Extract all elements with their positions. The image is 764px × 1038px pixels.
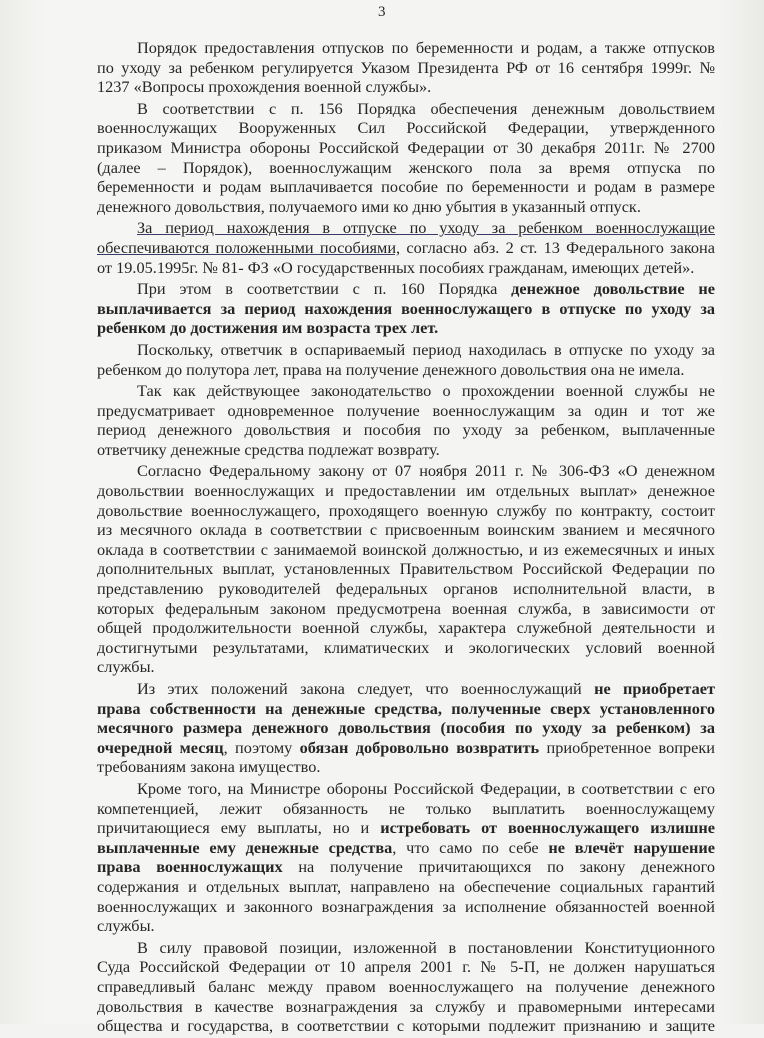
paragraph — [97, 779, 715, 936]
text-line — [97, 738, 715, 758]
text-line — [97, 877, 715, 897]
text-segment: Суда Российской Федерации от 10 апреля 2001 г. № 5-П, не должен нарушаться — [97, 957, 715, 977]
text-segment: 1237 «Вопросы прохождения военной службы». — [97, 77, 432, 97]
text-line — [97, 559, 715, 579]
text-segment: дополнительных выплат, установленных Правительством Российской Федерации по — [97, 559, 715, 579]
text-line — [97, 258, 715, 278]
text-segment: В силу правовой позиции, изложенной в постановлении Конституционного — [137, 937, 715, 957]
paragraph — [97, 461, 715, 677]
text-segment: службы. — [97, 916, 155, 936]
text-line — [97, 779, 715, 799]
text-line — [97, 158, 715, 178]
text-line — [97, 77, 715, 97]
text-line — [97, 318, 715, 338]
bold-text: не влечёт нарушение — [548, 837, 715, 857]
text-line — [97, 838, 715, 858]
bold-text: денежное довольствие не — [511, 279, 715, 299]
text-line — [97, 579, 715, 599]
text-line — [97, 58, 715, 78]
text-segment: общей продолжительности военной службы, характера служебной деятельности и — [97, 618, 715, 638]
text-segment: довольствии военнослужащих и предоставлении им отдельных выплат» денежное — [97, 481, 715, 501]
text-line — [97, 420, 715, 440]
bold-text: выплачивается за период нахождения военнослужащего в отпуске по уходу за — [97, 298, 715, 318]
bold-text: выплаченные ему денежные средства — [97, 837, 393, 857]
text-line — [97, 401, 715, 421]
text-line — [97, 238, 715, 258]
text-line — [97, 599, 715, 619]
text-segment: оклада в соответствии с занимаемой воинской должностью, и из ежемесячных и иных — [97, 539, 715, 559]
paragraph — [97, 38, 715, 97]
text-segment: довольствие военнослужащего, проходящего военную службу по контракту, состоит — [97, 500, 715, 520]
text-segment: предусматривает одновременное получение военнослужащим за один и тот же — [97, 400, 715, 420]
text-line — [97, 997, 715, 1017]
text-line — [97, 718, 715, 738]
text-line — [97, 99, 715, 119]
text-segment: (далее – Порядок), военнослужащим женского пола за время отпуска по — [97, 157, 715, 177]
text-segment: службы. — [97, 657, 155, 677]
text-line — [97, 540, 715, 560]
text-segment: ребенком до полутора лет, права на получение денежного довольствия она не имела. — [97, 359, 685, 379]
text-line — [97, 818, 715, 838]
text-line — [97, 938, 715, 958]
bold-text: очередной месяц — [97, 737, 224, 757]
text-segment: согласно абз. 2 ст. 13 Федерального закона — [400, 237, 715, 257]
text-line — [97, 501, 715, 521]
text-segment: Кроме того, на Министре обороны Российской Федерации, в соответствии с его — [137, 778, 715, 798]
text-line — [97, 638, 715, 658]
text-segment: Из этих положений закона следует, что военнослужащий — [137, 679, 595, 698]
text-segment: период денежного довольствия и пособия по уходу за ребенком, выплаченные — [97, 420, 715, 440]
text-line — [97, 977, 715, 997]
text-segment: Поскольку, ответчик в оспариваемый период находилась в отпуске по уходу за — [137, 339, 715, 359]
text-line — [97, 299, 715, 319]
text-segment: от 19.05.1995г. № 81- ФЗ «О государственных пособиях гражданам, имеющих детей». — [97, 257, 695, 277]
text-segment: общества и государства, в соответствии с которыми подлежит признанию и защите — [97, 1016, 715, 1036]
text-segment: на получение причитающихся по закону денежного — [282, 857, 715, 877]
text-segment: ответчику денежные средства подлежат возврату. — [97, 439, 440, 459]
text-segment: военнослужащих Вооруженных Сил Российской Федерации, утвержденного — [97, 118, 715, 138]
text-segment: достигнутыми результатами, климатических и экологических условий военной — [97, 637, 715, 657]
text-line — [97, 916, 715, 936]
text-segment: довольствия в качестве вознаграждения за службу и правомерными интересами — [97, 996, 715, 1016]
text-segment: по уходу за ребенком регулируется Указом Президента РФ от 16 сентября 1999г. № — [97, 57, 715, 77]
text-segment: беременности и родам выплачивается пособие по беременности и родам в размере — [97, 177, 715, 197]
text-segment: приобретенное вопреки — [539, 737, 715, 757]
bold-text: обязан добровольно возвратить — [299, 737, 540, 757]
text-segment: В соответствии с п. 156 Порядка обеспечения денежным довольствием — [137, 98, 715, 118]
bold-text: права собственности на денежные средства, полученные сверх установленного — [97, 698, 715, 718]
text-line — [97, 138, 715, 158]
text-line — [97, 799, 715, 819]
text-line — [97, 757, 715, 777]
text-segment: из месячного оклада в соответствии с присвоенным воинским званием и месячного — [97, 520, 715, 540]
paragraph — [97, 99, 715, 217]
text-segment: Согласно Федеральному закону от 07 ноября 2011 г. № 306-ФЗ «О денежном — [137, 461, 715, 481]
text-line — [97, 279, 715, 299]
text-line — [97, 118, 715, 138]
text-line — [97, 857, 715, 877]
text-segment: При этом в соответствии с п. 160 Порядка — [137, 279, 512, 299]
text-line — [97, 618, 715, 638]
text-line — [97, 38, 715, 58]
bold-text: истребовать от военнослужащего излишне — [380, 818, 715, 838]
text-segment: Так как действующее законодательство о прохождении военной службы не — [137, 381, 715, 401]
bold-text: месячного размера денежного довольствия (пособия по уходу за ребенком) за — [97, 718, 715, 738]
text-line — [97, 699, 715, 719]
text-line — [97, 679, 715, 699]
text-segment: представлению руководителей федеральных органов исполнительной власти, в — [97, 579, 715, 599]
text-segment: содержания и отдельных выплат, направлено на обеспечение социальных гарантий — [97, 876, 715, 896]
paragraph — [97, 679, 715, 777]
text-line — [97, 197, 715, 217]
text-line — [97, 440, 715, 460]
text-line — [97, 957, 715, 977]
bold-text: не приобретает — [594, 679, 715, 698]
text-segment: , что само по себе — [392, 837, 549, 857]
paragraph — [97, 938, 715, 1036]
paragraph — [97, 340, 715, 379]
underlined-text: За период нахождения в отпуске по уходу за ребенком военнослужащие — [137, 218, 715, 238]
paragraph — [97, 381, 715, 459]
text-line — [97, 340, 715, 360]
text-segment: которых федеральным законом предусмотрена военная служба, в зависимости от — [97, 598, 715, 618]
document-body — [97, 38, 715, 1038]
underlined-text: обеспечиваются положенными пособиями, — [97, 237, 401, 257]
text-line — [97, 360, 715, 380]
text-segment: военнослужащих и законного вознаграждения за исполнение обязанностей военной — [97, 896, 715, 916]
text-segment: требованиям закона имущество. — [97, 757, 321, 777]
text-line — [97, 897, 715, 917]
bold-text: ребенком до достижения им возраста трех лет. — [97, 318, 439, 338]
text-segment: , поэтому — [223, 737, 300, 757]
text-segment: причитающиеся ему выплаты, но и — [97, 818, 381, 838]
text-segment: денежного довольствия, получаемого ими ко дню убытия в указанный отпуск. — [97, 196, 641, 216]
text-line — [97, 657, 715, 677]
text-line — [97, 218, 715, 238]
text-line — [97, 177, 715, 197]
text-segment: справедливый баланс между правом военнослужащего на получение денежного — [97, 976, 715, 996]
paragraph — [97, 279, 715, 338]
paragraph — [97, 218, 715, 277]
text-line — [97, 481, 715, 501]
page-number: 3 — [378, 4, 386, 20]
text-line — [97, 520, 715, 540]
text-segment: приказом Министра обороны Российской Федерации от 30 декабря 2011г. № 2700 — [97, 137, 715, 157]
text-line — [97, 1016, 715, 1036]
text-line — [97, 461, 715, 481]
text-segment: компетенцией, лежит обязанность не только выплатить военнослужащему — [97, 798, 715, 818]
text-line — [97, 381, 715, 401]
text-segment: Порядок предоставления отпусков по беременности и родам, а также отпусков — [137, 38, 715, 57]
bold-text: права военнослужащих — [97, 857, 283, 877]
